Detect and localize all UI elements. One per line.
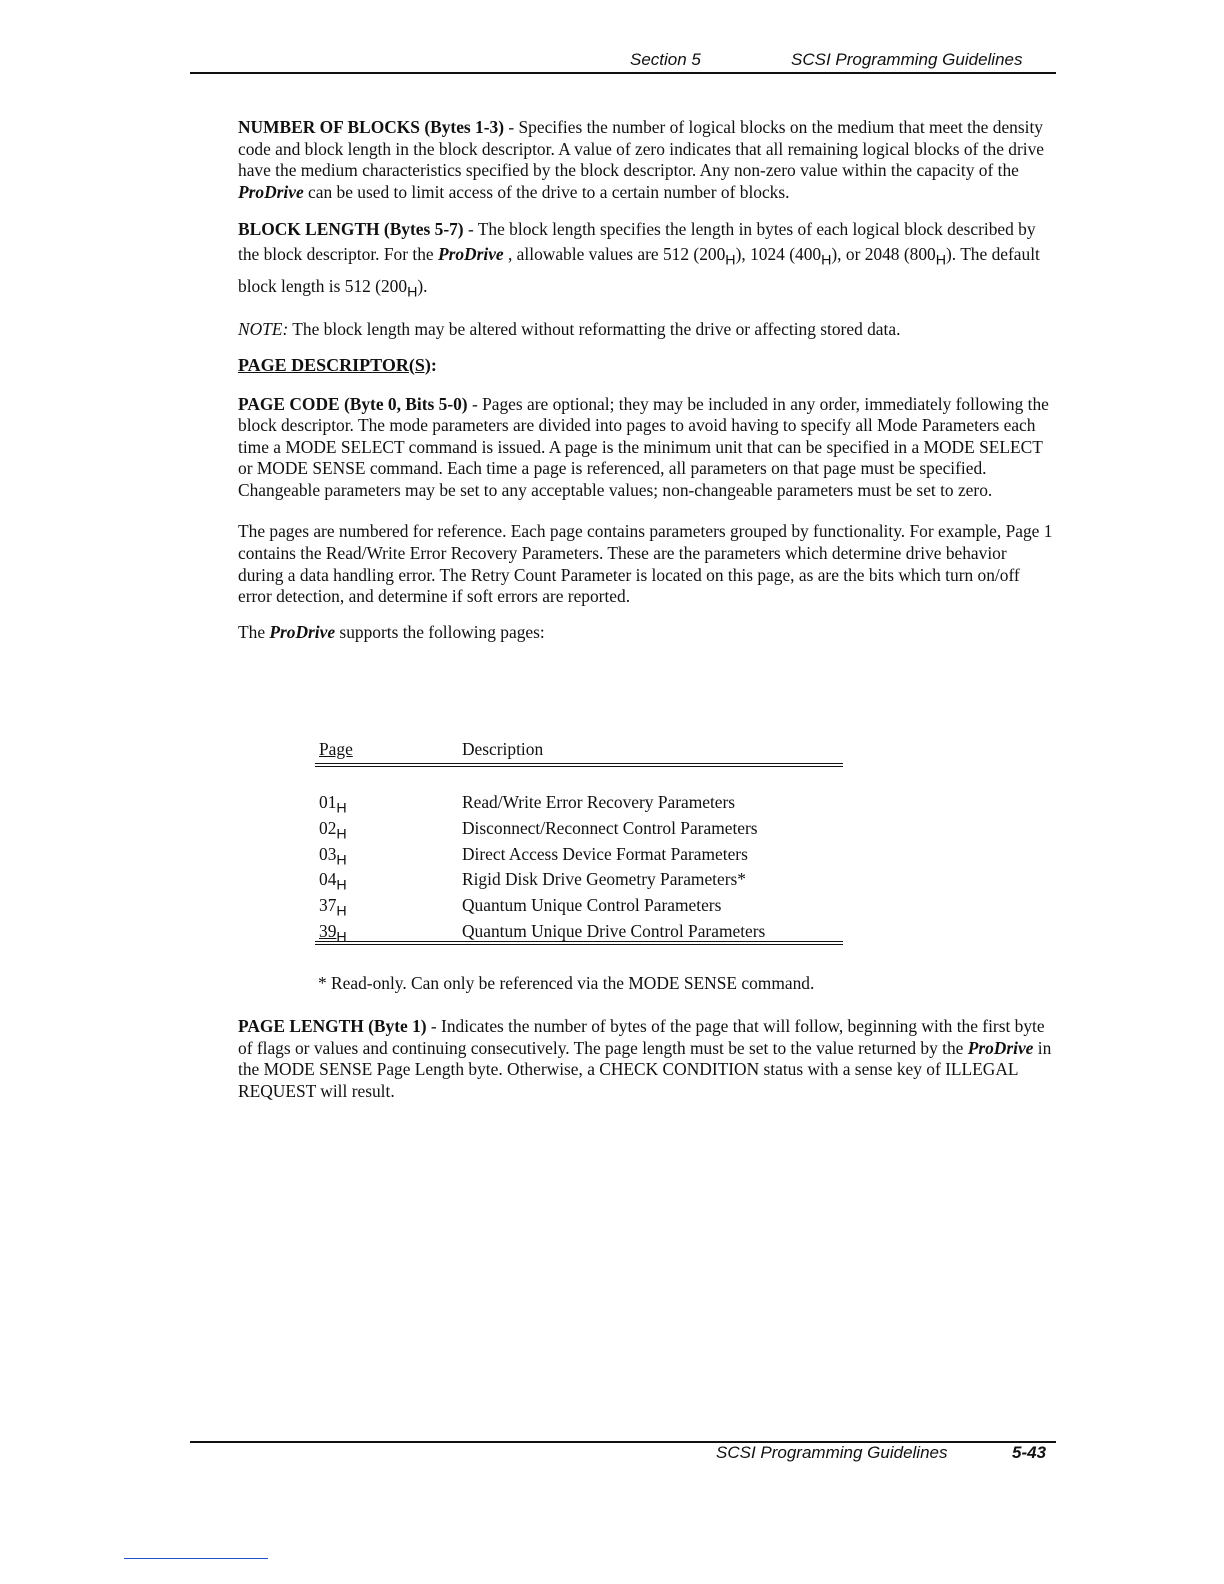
page-code-cell: [319, 818, 347, 842]
page-code-cell: [319, 792, 347, 816]
note-text: The block length may be altered without reformatting the drive or affecting stored data.: [288, 318, 901, 339]
supports-text-end: supports the following pages:: [335, 621, 545, 642]
page-code-label: PAGE CODE (Byte 0, Bits 5-0): [238, 393, 468, 414]
page-description: Disconnect/Reconnect Control Parameters: [462, 817, 758, 838]
page-code-paragraph: [238, 394, 1056, 502]
product-name: ProDrive: [437, 244, 504, 265]
supports-text: The: [238, 621, 270, 642]
hex-subscript: H: [935, 252, 947, 269]
page-header: [190, 48, 1056, 74]
number-of-blocks-label: NUMBER OF BLOCKS (Bytes 1-3): [238, 117, 505, 137]
product-name: ProDrive: [269, 621, 336, 642]
product-name: ProDrive: [967, 1037, 1034, 1058]
table-body: [315, 767, 843, 947]
page-code-text: - Pages are optional; they may be included in any order, immediately following the block descriptor. The mode parameters are divided into pages to avoid having to specify all Mode Parameters each time a MODE SELECT command is issued. A page is the minimum unit that can be specified in a MODE SELECT or MODE SENSE command. Each time a page is referenced, all parameters on that page must be specified. Changeable parameters may be set to any acceptable values; non-changeable parameters must be set to zero.: [238, 393, 1049, 500]
table-footnote: * Read-only. Can only be referenced via the MODE SENSE command.: [318, 973, 815, 993]
page-length-text-end: in the MODE SENSE Page Length byte. Otherwise, a CHECK CONDITION status with a sense key of ILLEGAL REQUEST will result.: [238, 1037, 1052, 1101]
block-length-text: ). The default block length is 512 (200: [238, 244, 1040, 296]
block-length-text: ).: [417, 275, 428, 296]
footer-title: SCSI Programming Guidelines: [716, 1443, 948, 1462]
block-length-text: - The block length specifies the length in bytes of each logical block described by the block descriptor. For the: [238, 219, 1036, 265]
supports-paragraph: [238, 622, 1056, 644]
hex-subscript: H: [725, 252, 736, 269]
page-code-cell: [319, 869, 347, 893]
page-code-cell: [319, 844, 347, 868]
scan-edge-line: [124, 1558, 268, 1559]
note-paragraph: [238, 319, 1056, 341]
page-descriptor-title: PAGE DESCRIPTOR(S): [238, 354, 431, 375]
block-length-text: ), or 2048 (800: [831, 244, 936, 265]
page-description: Rigid Disk Drive Geometry Parameters*: [462, 869, 746, 890]
block-length-paragraph: [238, 217, 1056, 305]
hex-subscript: H: [336, 800, 347, 817]
pages-table: [315, 739, 843, 945]
table-row: [315, 818, 843, 844]
column-header-page: Page: [319, 739, 353, 759]
hex-subscript: H: [336, 929, 347, 946]
note-label: NOTE:: [238, 318, 289, 339]
page-length-paragraph: [238, 1016, 1056, 1102]
page-descriptor-heading: [238, 355, 1056, 376]
page-code-cell: [319, 895, 347, 919]
page-code: 39: [319, 920, 337, 941]
table-row: [315, 869, 843, 895]
header-title: SCSI Programming Guidelines: [791, 50, 1023, 69]
table-row: [315, 921, 843, 947]
table-row: [315, 792, 843, 818]
page-code: 01: [319, 792, 337, 812]
table-row: [315, 895, 843, 921]
pages-numbered-paragraph: The pages are numbered for reference. Each page contains parameters grouped by functionality. For example, Page 1 contains the Read/Write Error Recovery Parameters. These are the parameters which determine drive behavior during a data handling error. The Retry Count Parameter is located on this page, as are the bits which turn on/off error detection, and determine if soft errors are reported.: [238, 521, 1053, 607]
block-length-label: BLOCK LENGTH (Bytes 5-7): [238, 219, 464, 240]
table-row: [315, 844, 843, 870]
hex-subscript: H: [407, 283, 418, 300]
hex-subscript: H: [336, 877, 347, 894]
page-description: Direct Access Device Format Parameters: [462, 843, 748, 864]
page-code: 03: [319, 843, 337, 864]
hex-subscript: H: [336, 851, 347, 868]
page-length-text: - Indicates the number of bytes of the page that will follow, beginning with the first byte of flags or values and continuing consecutively. The page length must be set to the value returned by the: [238, 1016, 1045, 1058]
page-description: Quantum Unique Drive Control Parameters: [462, 920, 766, 941]
product-name: ProDrive: [238, 181, 304, 202]
page-descriptor-colon: :: [430, 354, 437, 375]
block-length-text: ), 1024 (400: [735, 244, 822, 265]
block-length-text: , allowable values are 512 (200: [503, 244, 726, 265]
page-description: Quantum Unique Control Parameters: [462, 895, 722, 916]
hex-subscript: H: [336, 826, 347, 843]
header-section: Section 5: [630, 50, 701, 69]
page-length-label: PAGE LENGTH (Byte 1): [238, 1016, 427, 1036]
page-description: Read/Write Error Recovery Parameters: [462, 792, 736, 812]
page-code: 04: [319, 869, 337, 890]
page-length-section: [238, 1016, 1056, 1116]
page-code: 02: [319, 817, 337, 838]
hex-subscript: H: [821, 252, 832, 269]
number-of-blocks-text: - Specifies the number of logical blocks on the medium that meet the density code and block length in the block descriptor. A value of zero indicates that all remaining logical blocks of the drive have the medium characteristics specified by the block descriptor. Any non-zero value within the capacity of the: [238, 117, 1045, 181]
number-of-blocks-text-end: can be used to limit access of the drive to a certain number of blocks.: [303, 181, 790, 202]
page-number: 5-43: [1012, 1443, 1047, 1462]
main-content: [238, 117, 1056, 657]
number-of-blocks-paragraph: [238, 117, 1056, 203]
page-footer: [190, 1441, 1056, 1462]
column-header-description: Description: [462, 739, 544, 759]
page-code: 37: [319, 895, 337, 916]
page-code-cell: [319, 921, 347, 945]
hex-subscript: H: [336, 903, 347, 920]
table-header: [315, 739, 843, 761]
